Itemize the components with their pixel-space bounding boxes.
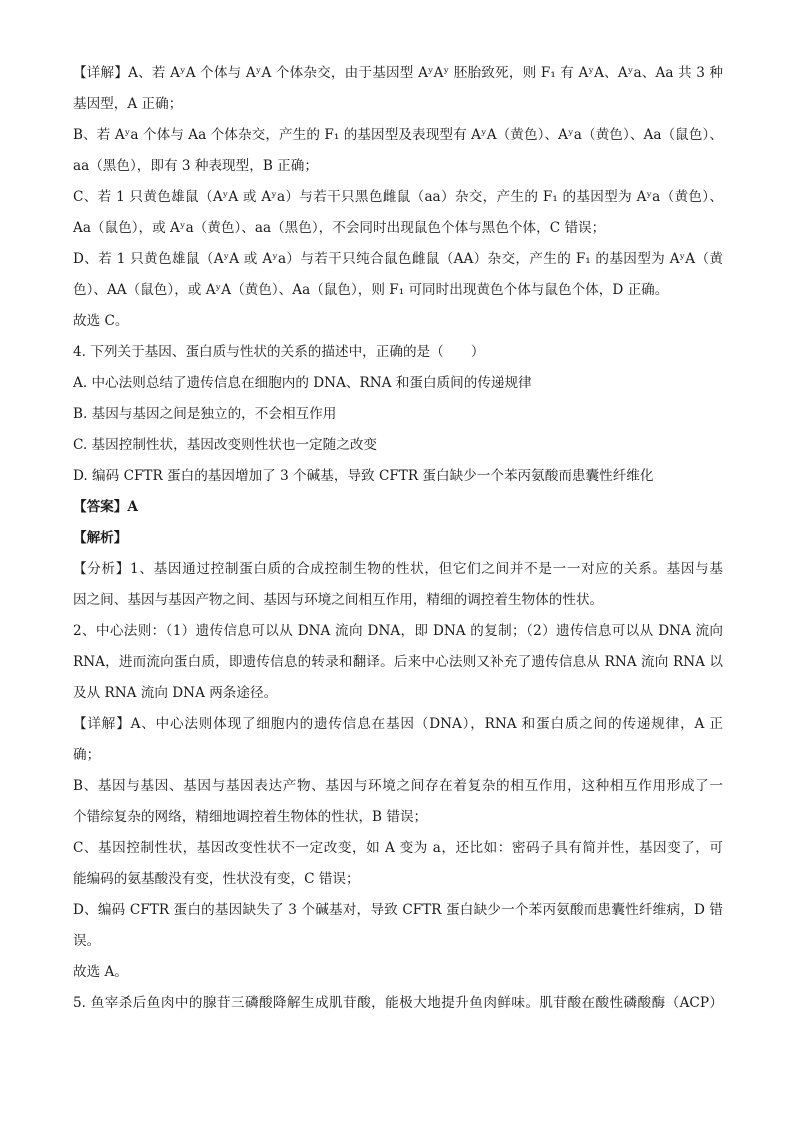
text-line: aa（黑色），即有 3 种表现型，B 正确；	[73, 158, 318, 174]
text-line: 2、中心法则：（1）遗传信息可以从 DNA 流向 DNA，即 DNA 的复制；（2）遗传信息可以从 DNA 流向	[73, 623, 723, 639]
text-line: D、编码 CFTR 蛋白的基因缺失了 3 个碱基对，导致 CFTR 蛋白缺少一个苯丙氨酸而患囊性纤维病，D 错	[73, 902, 723, 918]
text-line: 及从 RNA 流向 DNA 两条途径。	[73, 685, 278, 701]
option-c: C. 基因控制性状，基因改变则性状也一定随之改变	[73, 437, 378, 453]
question-stem: 5. 鱼宰杀后鱼肉中的腺苷三磷酸降解生成肌苷酸，能极大地提升鱼肉鲜味。肌苷酸在酸性磷酸酶（ACP）	[73, 995, 723, 1011]
text-line: 故选 C。	[73, 313, 129, 329]
text-line: 误。	[73, 933, 101, 949]
text-line: C、若 1 只黄色雄鼠（AʸA 或 Aʸa）与若干只黑色雌鼠（aa）杂交，产生的 F₁ 的基因型为 Aʸa（黄色）、	[73, 189, 723, 205]
answer-label: 【答案】A	[73, 499, 138, 515]
option-b: B. 基因与基因之间是独立的，不会相互作用	[73, 406, 337, 422]
text-line: 故选 A。	[73, 964, 128, 980]
text-line: C、基因控制性状，基因改变性状不一定改变，如 A 变为 a，还比如：密码子具有简并性，基因变了，可	[73, 840, 723, 856]
text-line: 【分析】1、基因通过控制蛋白质的合成控制生物的性状，但它们之间并不是一一对应的关系。基因与基	[73, 561, 723, 577]
text-line: B、基因与基因、基因与基因表达产物、基因与环境之间存在着复杂的相互作用，这种相互作用形成了一	[73, 778, 723, 794]
question-stem: 4. 下列关于基因、蛋白质与性状的关系的描述中，正确的是（ ）	[73, 344, 485, 360]
text-line: B、若 Aʸa 个体与 Aa 个体杂交，产生的 F₁ 的基因型及表现型有 AʸA（黄色）、Aʸa（黄色）、Aa（鼠色）、	[73, 127, 723, 143]
text-line: 基因型，A 正确；	[73, 96, 183, 112]
text-line: D、若 1 只黄色雄鼠（AʸA 或 Aʸa）与若干只纯合鼠色雌鼠（AA）杂交，产生的 F₁ 的基因型为 AʸA（黄	[73, 251, 723, 267]
text-line: 【详解】A、若 AʸA 个体与 AʸA 个体杂交，由于基因型 AʸAʸ 胚胎致死，则 F₁ 有 AʸA、Aʸa、Aa 共 3 种	[73, 65, 723, 81]
text-line: 因之间、基因与基因产物之间、基因与环境之间相互作用，精细的调控着生物体的性状。	[73, 592, 604, 608]
text-line: Aa（鼠色），或 Aʸa（黄色）、aa（黑色），不会同时出现鼠色个体与黑色个体，C 错误；	[73, 220, 606, 236]
text-line: 确；	[73, 747, 101, 763]
option-a: A. 中心法则总结了遗传信息在细胞内的 DNA、RNA 和蛋白质间的传递规律	[73, 375, 532, 391]
option-d: D. 编码 CFTR 蛋白的基因增加了 3 个碱基，导致 CFTR 蛋白缺少一个苯丙氨酸而患囊性纤维化	[73, 468, 654, 484]
text-line: 【详解】A、中心法则体现了细胞内的遗传信息在基因（DNA），RNA 和蛋白质之间的传递规律，A 正	[73, 716, 723, 732]
text-line: 个错综复杂的网络，精细地调控着生物体的性状，B 错误；	[73, 809, 428, 825]
analysis-label: 【解析】	[73, 530, 128, 546]
text-line: 色）、AA（鼠色），或 AʸA（黄色）、Aa（鼠色），则 F₁ 可同时出现黄色个体与鼠色个体，D 正确。	[73, 282, 669, 298]
text-line: RNA，进而流向蛋白质，即遗传信息的转录和翻译。后来中心法则又补充了遗传信息从 RNA 流向 RNA 以	[73, 654, 723, 670]
text-line: 能编码的氨基酸没有变，性状没有变，C 错误；	[73, 871, 360, 887]
